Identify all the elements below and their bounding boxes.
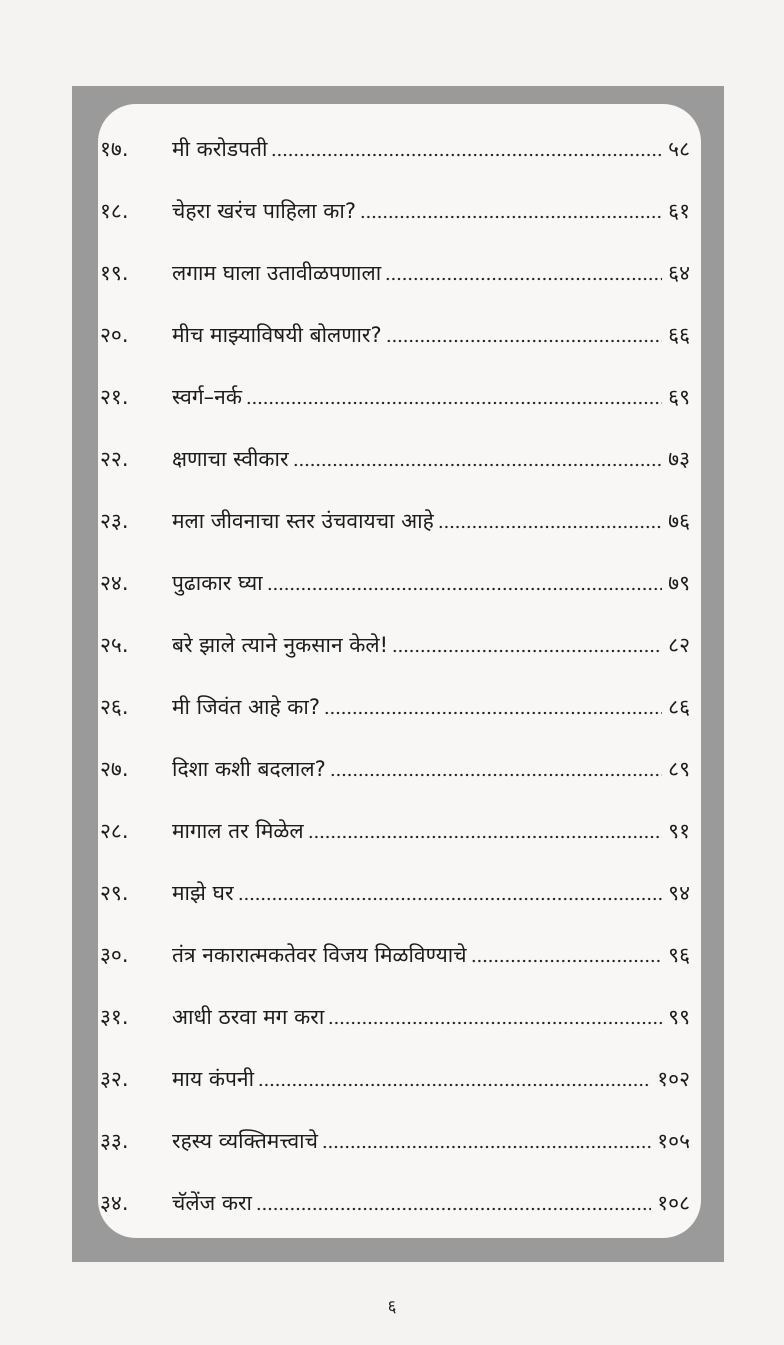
- dot-leader: [392, 648, 662, 654]
- entry-title: क्षणाचा स्वीकार: [172, 447, 289, 471]
- entry-page: ७३: [668, 447, 690, 471]
- entry-title: तंत्र नकारात्मकतेवर विजय मिळविण्याचे: [172, 943, 467, 967]
- entry-title: मला जीवनाचा स्तर उंचवायचा आहे: [172, 509, 434, 533]
- dot-leader: [360, 214, 662, 220]
- entry-page: ८६: [668, 695, 690, 719]
- entry-page: १०८: [657, 1191, 690, 1215]
- entry-number: २२.: [100, 447, 129, 471]
- toc-entry-33[interactable]: [100, 1110, 696, 1172]
- toc-entry-24[interactable]: [100, 552, 696, 614]
- dot-leader: [271, 152, 662, 158]
- toc-entry-31[interactable]: [100, 986, 696, 1048]
- entry-number: ३१.: [100, 1005, 129, 1029]
- toc-entry-28[interactable]: [100, 800, 696, 862]
- entry-number: १७.: [100, 137, 129, 161]
- entry-page: १०५: [657, 1129, 690, 1153]
- entry-number: ३४.: [100, 1191, 129, 1215]
- dot-leader: [238, 896, 663, 902]
- table-of-contents: [100, 118, 696, 1234]
- entry-number: ३२.: [100, 1067, 129, 1091]
- page-number: ६: [387, 1297, 397, 1317]
- entry-page: ९६: [668, 943, 690, 967]
- dot-leader: [308, 834, 663, 840]
- entry-page: ६६: [668, 323, 690, 347]
- dot-leader: [267, 586, 663, 592]
- dot-leader: [324, 710, 662, 716]
- entry-title: स्वर्ग–नर्क: [172, 385, 242, 409]
- dot-leader: [328, 1020, 662, 1026]
- dot-leader: [386, 338, 663, 344]
- entry-number: १८.: [100, 199, 129, 223]
- toc-entry-17[interactable]: [100, 118, 696, 180]
- entry-page: ७६: [668, 509, 690, 533]
- toc-entry-34[interactable]: [100, 1172, 696, 1234]
- toc-entry-32[interactable]: [100, 1048, 696, 1110]
- entry-title: मागाल तर मिळेल: [172, 819, 304, 843]
- entry-title: मीच माझ्याविषयी बोलणार?: [172, 323, 382, 347]
- dot-leader: [258, 1082, 651, 1088]
- dot-leader: [330, 772, 662, 778]
- toc-entry-30[interactable]: [100, 924, 696, 986]
- toc-entry-27[interactable]: [100, 738, 696, 800]
- toc-entry-22[interactable]: [100, 428, 696, 490]
- entry-title: दिशा कशी बदलाल?: [172, 757, 326, 781]
- entry-page: ५८: [668, 137, 690, 161]
- entry-number: २०.: [100, 323, 129, 347]
- toc-entry-21[interactable]: [100, 366, 696, 428]
- entry-title: माझे घर: [172, 881, 234, 905]
- entry-number: २४.: [100, 571, 129, 595]
- entry-number: १९.: [100, 261, 129, 285]
- entry-number: २३.: [100, 509, 129, 533]
- entry-title: मी करोडपती: [172, 137, 268, 161]
- entry-title: पुढाकार घ्या: [172, 571, 263, 595]
- entry-title: माय कंपनी: [172, 1067, 255, 1091]
- dot-leader: [246, 400, 662, 406]
- entry-page: ९१: [668, 819, 690, 843]
- entry-page: ६१: [668, 199, 690, 223]
- dot-leader: [322, 1144, 651, 1150]
- entry-page: १०२: [657, 1067, 690, 1091]
- entry-page: ९४: [668, 881, 690, 905]
- entry-title: रहस्य व्यक्तिमत्त्वाचे: [172, 1129, 318, 1153]
- dot-leader: [471, 958, 663, 964]
- entry-page: ८२: [668, 633, 690, 657]
- entry-number: २५.: [100, 633, 129, 657]
- dot-leader: [256, 1206, 651, 1212]
- entry-number: २६.: [100, 695, 129, 719]
- entry-number: २८.: [100, 819, 129, 843]
- toc-entry-29[interactable]: [100, 862, 696, 924]
- entry-title: चॅलेंज करा: [172, 1191, 252, 1215]
- entry-title: मी जिवंत आहे का?: [172, 695, 321, 719]
- toc-entry-23[interactable]: [100, 490, 696, 552]
- dot-leader: [293, 462, 663, 468]
- entry-page: ६४: [668, 261, 690, 285]
- entry-title: लगाम घाला उतावीळपणाला: [172, 261, 382, 285]
- entry-number: २९.: [100, 881, 129, 905]
- dot-leader: [385, 276, 662, 282]
- toc-entry-26[interactable]: [100, 676, 696, 738]
- entry-number: ३३.: [100, 1129, 129, 1153]
- entry-page: ९९: [668, 1005, 690, 1029]
- dot-leader: [438, 524, 662, 530]
- entry-title: बरे झाले त्याने नुकसान केले!: [172, 633, 389, 657]
- toc-entry-25[interactable]: [100, 614, 696, 676]
- toc-entry-19[interactable]: [100, 242, 696, 304]
- entry-page: ८९: [668, 757, 690, 781]
- entry-title: चेहरा खरंच पाहिला का?: [172, 199, 356, 223]
- entry-number: २१.: [100, 385, 129, 409]
- toc-entry-20[interactable]: [100, 304, 696, 366]
- entry-title: आधी ठरवा मग करा: [172, 1005, 325, 1029]
- entry-page: ७९: [668, 571, 690, 595]
- entry-number: २७.: [100, 757, 129, 781]
- toc-entry-18[interactable]: [100, 180, 696, 242]
- entry-number: ३०.: [100, 943, 129, 967]
- entry-page: ६९: [668, 385, 690, 409]
